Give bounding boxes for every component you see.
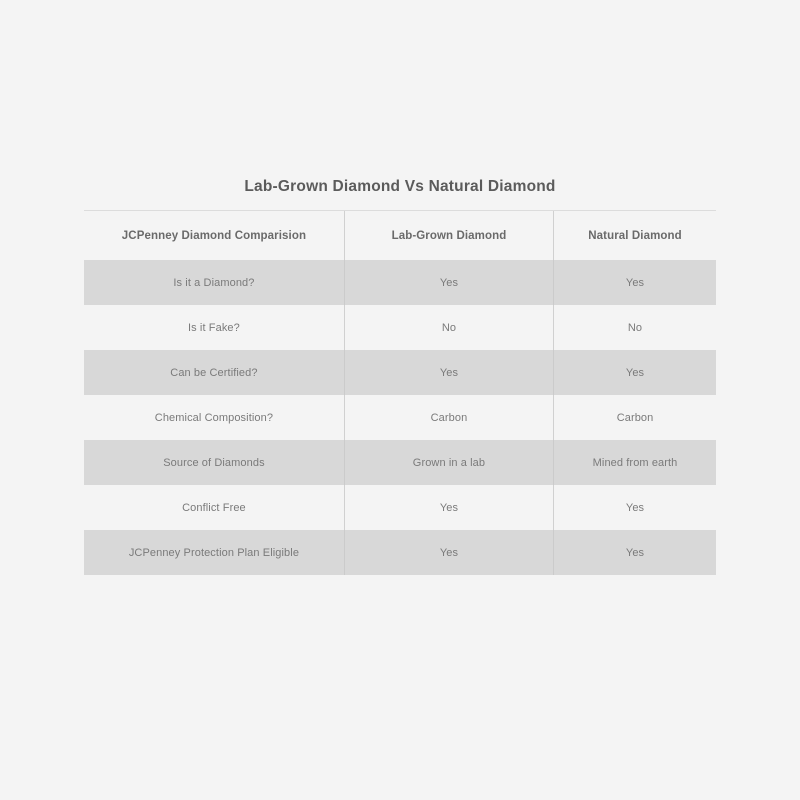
- cell-natural: Mined from earth: [554, 440, 716, 485]
- column-header-feature: JCPenney Diamond Comparision: [121, 230, 307, 242]
- cell-natural: Yes: [554, 485, 716, 530]
- cell-feature: Source of Diamonds: [84, 440, 344, 485]
- table-row: [84, 305, 716, 350]
- cell-feature: Can be Certified?: [84, 350, 344, 395]
- cell-feature: Conflict Free: [182, 502, 246, 514]
- comparison-table: [84, 211, 716, 575]
- cell-natural: Yes: [554, 350, 716, 395]
- table-body: [84, 260, 716, 575]
- table-row: [84, 350, 716, 395]
- cell-lab-grown: Grown in a lab: [344, 440, 553, 485]
- cell-natural: Yes: [554, 530, 716, 575]
- cell-feature: JCPenney Protection Plan Eligible: [84, 530, 344, 575]
- table-row: [84, 395, 716, 440]
- cell-lab-grown: Yes: [344, 485, 553, 530]
- cell-feature: Is it a Diamond?: [84, 260, 344, 305]
- cell-natural: Yes: [554, 260, 716, 305]
- cell-natural: Carbon: [554, 395, 716, 440]
- cell-feature: Chemical Composition?: [154, 412, 274, 424]
- cell-lab-grown: No: [344, 305, 553, 350]
- table-row: [84, 440, 716, 485]
- column-header-lab-grown: Lab-Grown Diamond: [344, 211, 553, 260]
- column-header-natural: Natural Diamond: [554, 211, 716, 260]
- cell-feature: Is it Fake?: [188, 322, 240, 334]
- table-header: [84, 211, 716, 260]
- cell-lab-grown: Carbon: [344, 395, 553, 440]
- cell-lab-grown: Yes: [344, 260, 553, 305]
- cell-lab-grown: Yes: [344, 530, 553, 575]
- table-row: [84, 485, 716, 530]
- cell-lab-grown: Yes: [344, 350, 553, 395]
- page-title: Lab-Grown Diamond Vs Natural Diamond: [84, 178, 716, 211]
- table-row: [84, 530, 716, 575]
- cell-natural: No: [554, 305, 716, 350]
- table-row: [84, 260, 716, 305]
- comparison-section: [84, 178, 716, 575]
- table-header-row: [84, 211, 716, 260]
